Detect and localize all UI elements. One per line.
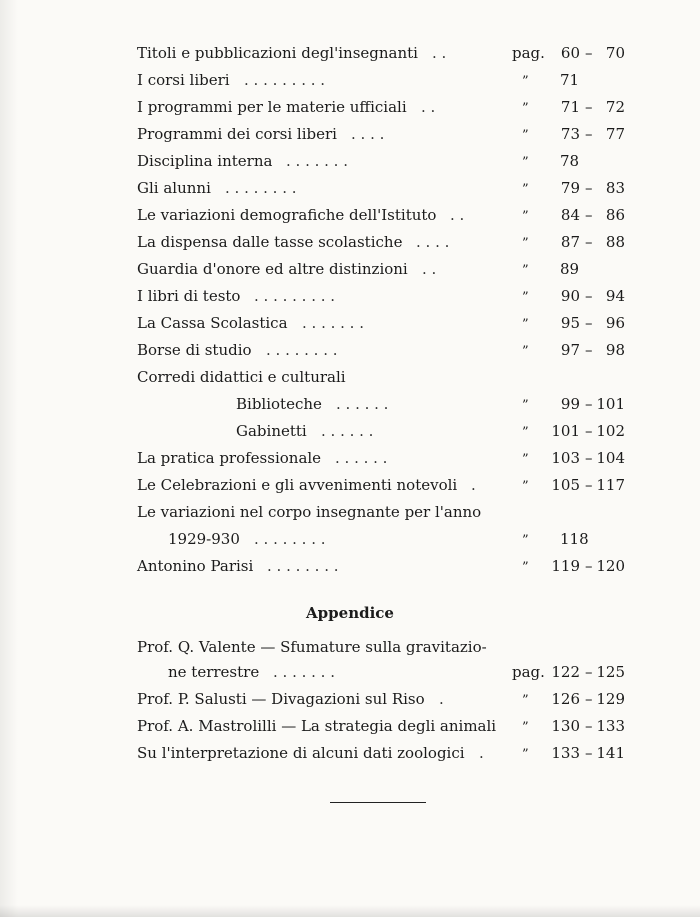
page-end: 72 (605, 98, 625, 116)
leader-dots: . . (422, 260, 437, 278)
entry-title: Borse di studio (137, 341, 252, 359)
ditto-mark: ” (522, 747, 529, 762)
page-range-dash: – (585, 233, 593, 251)
entry-title: I corsi liberi (137, 71, 230, 89)
leader-dots: . . . . . . . . (254, 530, 326, 548)
entry-title: Le variazioni demografiche dell'Istituto (137, 206, 437, 224)
entry-title: Disciplina interna (137, 152, 273, 170)
page-range-dash: – (585, 557, 593, 575)
page-start: 130 (551, 717, 580, 735)
page-range-dash: – (585, 476, 593, 494)
page-range-dash: – (585, 98, 593, 116)
page-start: 71 (560, 71, 580, 89)
page-start: 126 (551, 690, 580, 708)
leader-dots: . . . . . . . (286, 152, 348, 170)
toc-entry (0, 742, 700, 764)
scan-bottom-shadow (0, 905, 700, 917)
leader-dots: . . (421, 98, 436, 116)
toc-entry (0, 555, 700, 577)
page-range-dash: – (585, 395, 593, 413)
ditto-mark: ” (522, 344, 529, 359)
page-range-dash: – (585, 44, 593, 62)
page-start: 103 (551, 449, 580, 467)
toc-entry (0, 339, 700, 361)
page-range-dash: – (585, 314, 593, 332)
ditto-mark: ” (522, 533, 529, 548)
toc-entry (0, 366, 700, 388)
page-end: 141 (596, 744, 625, 762)
leader-dots: . . . . . . (335, 449, 388, 467)
ditto-mark: ” (522, 479, 529, 494)
leader-dots: . . . . (416, 233, 450, 251)
entry-title: Prof. Q. Valente — Sfumature sulla gravitazio- (137, 638, 487, 656)
page-start: 87 (560, 233, 580, 251)
ditto-mark: ” (522, 182, 529, 197)
entry-title: Gli alunni (137, 179, 211, 197)
page-end: 117 (596, 476, 625, 494)
ditto-mark: ” (522, 236, 529, 251)
page-start: 119 (551, 557, 580, 575)
ditto-mark: ” (522, 290, 529, 305)
page-end: 77 (605, 125, 625, 143)
entry-title: Antonino Parisi (137, 557, 254, 575)
entry-title: Corredi didattici e culturali (137, 368, 346, 386)
ditto-mark: ” (522, 560, 529, 575)
page-end: 125 (596, 663, 625, 681)
ditto-mark: ” (522, 101, 529, 116)
page-start: 73 (560, 125, 580, 143)
leader-dots: . (479, 744, 484, 762)
ditto-mark: ” (522, 425, 529, 440)
page-start: 97 (560, 341, 580, 359)
entry-title: I libri di testo (137, 287, 241, 305)
leader-dots: . . . . . . . (302, 314, 364, 332)
page-range-dash: – (585, 125, 593, 143)
page-abbreviation: pag. (512, 44, 545, 62)
toc-entry (0, 42, 700, 64)
toc-entry (0, 715, 700, 737)
page-range-dash: – (585, 179, 593, 197)
toc-entry (0, 661, 700, 683)
page-end: 88 (605, 233, 625, 251)
page-range-dash: – (585, 341, 593, 359)
page-range-dash: – (585, 744, 593, 762)
toc-entry (0, 123, 700, 145)
page-start: 101 (551, 422, 580, 440)
ditto-mark: ” (522, 452, 529, 467)
toc-entry (0, 636, 700, 658)
page-end: 98 (605, 341, 625, 359)
page-abbreviation: pag. (512, 663, 545, 681)
page-range-dash: – (585, 449, 593, 467)
toc-entry (0, 258, 700, 280)
page-range-dash: – (585, 422, 593, 440)
entry-title: La pratica professionale (137, 449, 322, 467)
page-start: 89 (560, 260, 580, 278)
ditto-mark: ” (522, 720, 529, 735)
entry-title: Titoli e pubblicazioni degl'insegnanti (137, 44, 418, 62)
toc-entry (0, 447, 700, 469)
page-range-dash: – (585, 287, 593, 305)
toc-entry (0, 96, 700, 118)
page-range-dash: – (585, 206, 593, 224)
entry-title: La Cassa Scolastica (137, 314, 288, 332)
toc-entry (0, 177, 700, 199)
page-start: 79 (560, 179, 580, 197)
toc-entry (0, 285, 700, 307)
page-end: 94 (605, 287, 625, 305)
entry-title: I programmi per le materie ufficiali (137, 98, 407, 116)
page-start: 78 (560, 152, 580, 170)
page-start: 95 (560, 314, 580, 332)
entry-title: Biblioteche (236, 395, 322, 413)
page-end: 133 (596, 717, 625, 735)
leader-dots: . . . . . . (336, 395, 389, 413)
page-start: 90 (560, 287, 580, 305)
page-end: 96 (605, 314, 625, 332)
leader-dots: . . . . . . . . (225, 179, 297, 197)
page-end: 86 (605, 206, 625, 224)
leader-dots: . . . . . . . . (266, 341, 338, 359)
leader-dots: . . . . . . (321, 422, 374, 440)
page-start: 133 (551, 744, 580, 762)
page-start: 84 (560, 206, 580, 224)
page-range-dash: – (585, 690, 593, 708)
entry-title: Gabinetti (236, 422, 307, 440)
entry-title: Le Celebrazioni e gli avvenimenti notevoli (137, 476, 458, 494)
toc-entry (0, 501, 700, 523)
entry-title: Su l'interpretazione di alcuni dati zoologici (137, 744, 465, 762)
entry-title: 1929-930 (168, 530, 240, 548)
leader-dots: . . . . (351, 125, 385, 143)
ditto-mark: ” (522, 128, 529, 143)
toc-entry (0, 528, 700, 550)
entry-title: Guardia d'onore ed altre distinzioni (137, 260, 408, 278)
toc-entry (0, 312, 700, 334)
ditto-mark: ” (522, 263, 529, 278)
toc-entry (0, 231, 700, 253)
page-start: 99 (560, 395, 580, 413)
entry-title: Prof. P. Salusti — Divagazioni sul Riso (137, 690, 425, 708)
page-start: 122 (551, 663, 580, 681)
ditto-mark: ” (522, 693, 529, 708)
ditto-mark: ” (522, 74, 529, 89)
toc-entry (0, 393, 700, 415)
page-start: 71 (560, 98, 580, 116)
toc-entry (0, 474, 700, 496)
leader-dots: . . . . . . . . (267, 557, 339, 575)
closing-rule (330, 802, 426, 803)
toc-entry (0, 204, 700, 226)
leader-dots: . . . . . . . (273, 663, 335, 681)
page-start: 105 (551, 476, 580, 494)
page-range-dash: – (585, 663, 593, 681)
page-end: 70 (605, 44, 625, 62)
page-end: 101 (596, 395, 625, 413)
page-end: 120 (596, 557, 625, 575)
page-end: 83 (605, 179, 625, 197)
page-start: 118 (560, 530, 589, 548)
entry-title: ne terrestre (168, 663, 260, 681)
page-end: 104 (596, 449, 625, 467)
ditto-mark: ” (522, 317, 529, 332)
leader-dots: . . (432, 44, 447, 62)
toc-entry (0, 688, 700, 710)
entry-title: Programmi dei corsi liberi (137, 125, 337, 143)
leader-dots: . (439, 690, 444, 708)
entry-title: La dispensa dalle tasse scolastiche (137, 233, 403, 251)
leader-dots: . . . . . . . . . (244, 71, 326, 89)
page-range-dash: – (585, 717, 593, 735)
toc-entry (0, 69, 700, 91)
toc-entry (0, 420, 700, 442)
ditto-mark: ” (522, 209, 529, 224)
leader-dots: . (471, 476, 476, 494)
page-end: 129 (596, 690, 625, 708)
page-end: 102 (596, 422, 625, 440)
entry-title: Prof. A. Mastrolilli — La strategia degli animali (137, 717, 497, 735)
entry-title: Le variazioni nel corpo insegnante per l'anno (137, 503, 482, 521)
leader-dots: . . . . . . . . . (254, 287, 336, 305)
ditto-mark: ” (522, 398, 529, 413)
page-start: 60 (560, 44, 580, 62)
appendix-heading: Appendice (306, 604, 394, 622)
ditto-mark: ” (522, 155, 529, 170)
toc-entry (0, 150, 700, 172)
leader-dots: . . (450, 206, 465, 224)
